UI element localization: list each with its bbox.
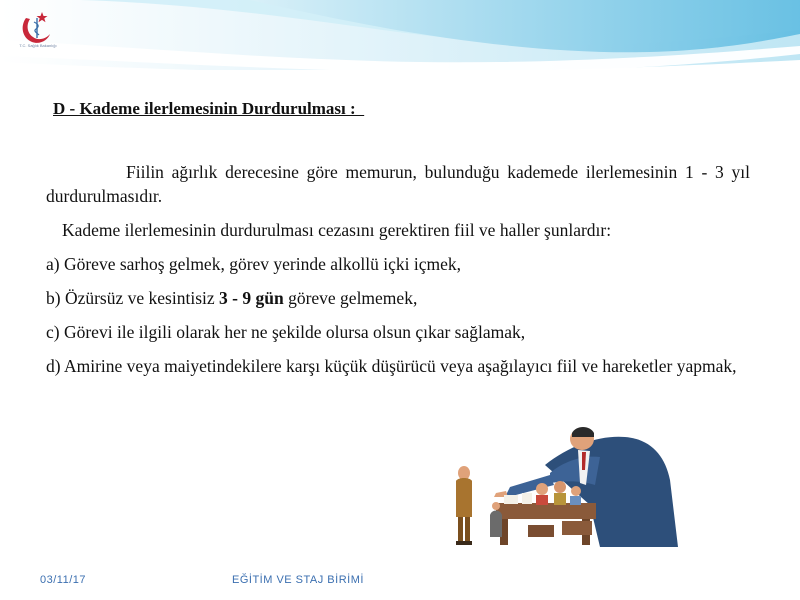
logo-text: T.C. Sağlık Bakanlığı — [19, 43, 57, 48]
definition-paragraph: Fiilin ağırlık derecesine göre memurun, bulunduğu kademede ilerlemesinin 1 - 3 yıl durdurulmasıdır. — [46, 162, 750, 206]
boss-scolding-illustration — [450, 425, 682, 547]
list-item-b-text: b) Özürsüz ve kesintisiz — [46, 288, 220, 308]
ministry-logo — [4, 4, 74, 68]
intro-paragraph: Kademe ilerlemesinin durdurulması cezasını gerektiren fiil ve haller şunlardır: — [62, 220, 612, 240]
footer-department: EĞİTİM VE STAJ BİRİMİ — [232, 574, 364, 586]
footer-date: 03/11/17 — [40, 574, 87, 586]
slide-body — [46, 160, 750, 378]
list-item-b — [46, 286, 750, 310]
list-item-b-tail: göreve gelmemek, — [283, 288, 418, 308]
list-item-a: a) Göreve sarhoş gelmek, görev yerinde alkollü içki içmek, — [46, 254, 461, 274]
list-item-c: c) Görevi ile ilgili olarak her ne şekilde olursa olsun çıkar sağlamak, — [46, 322, 526, 342]
page-title: D - Kademe ilerlemesinin Durdurulması : — [53, 99, 365, 118]
header-wave-decoration — [0, 0, 800, 95]
list-item-b-bold: 3 - 9 gün — [219, 288, 284, 308]
list-item-d: d) Amirine veya maiyetindekilere karşı küçük düşürücü veya aşağılayıcı fiil ve hareketler yapmak, — [46, 356, 737, 376]
